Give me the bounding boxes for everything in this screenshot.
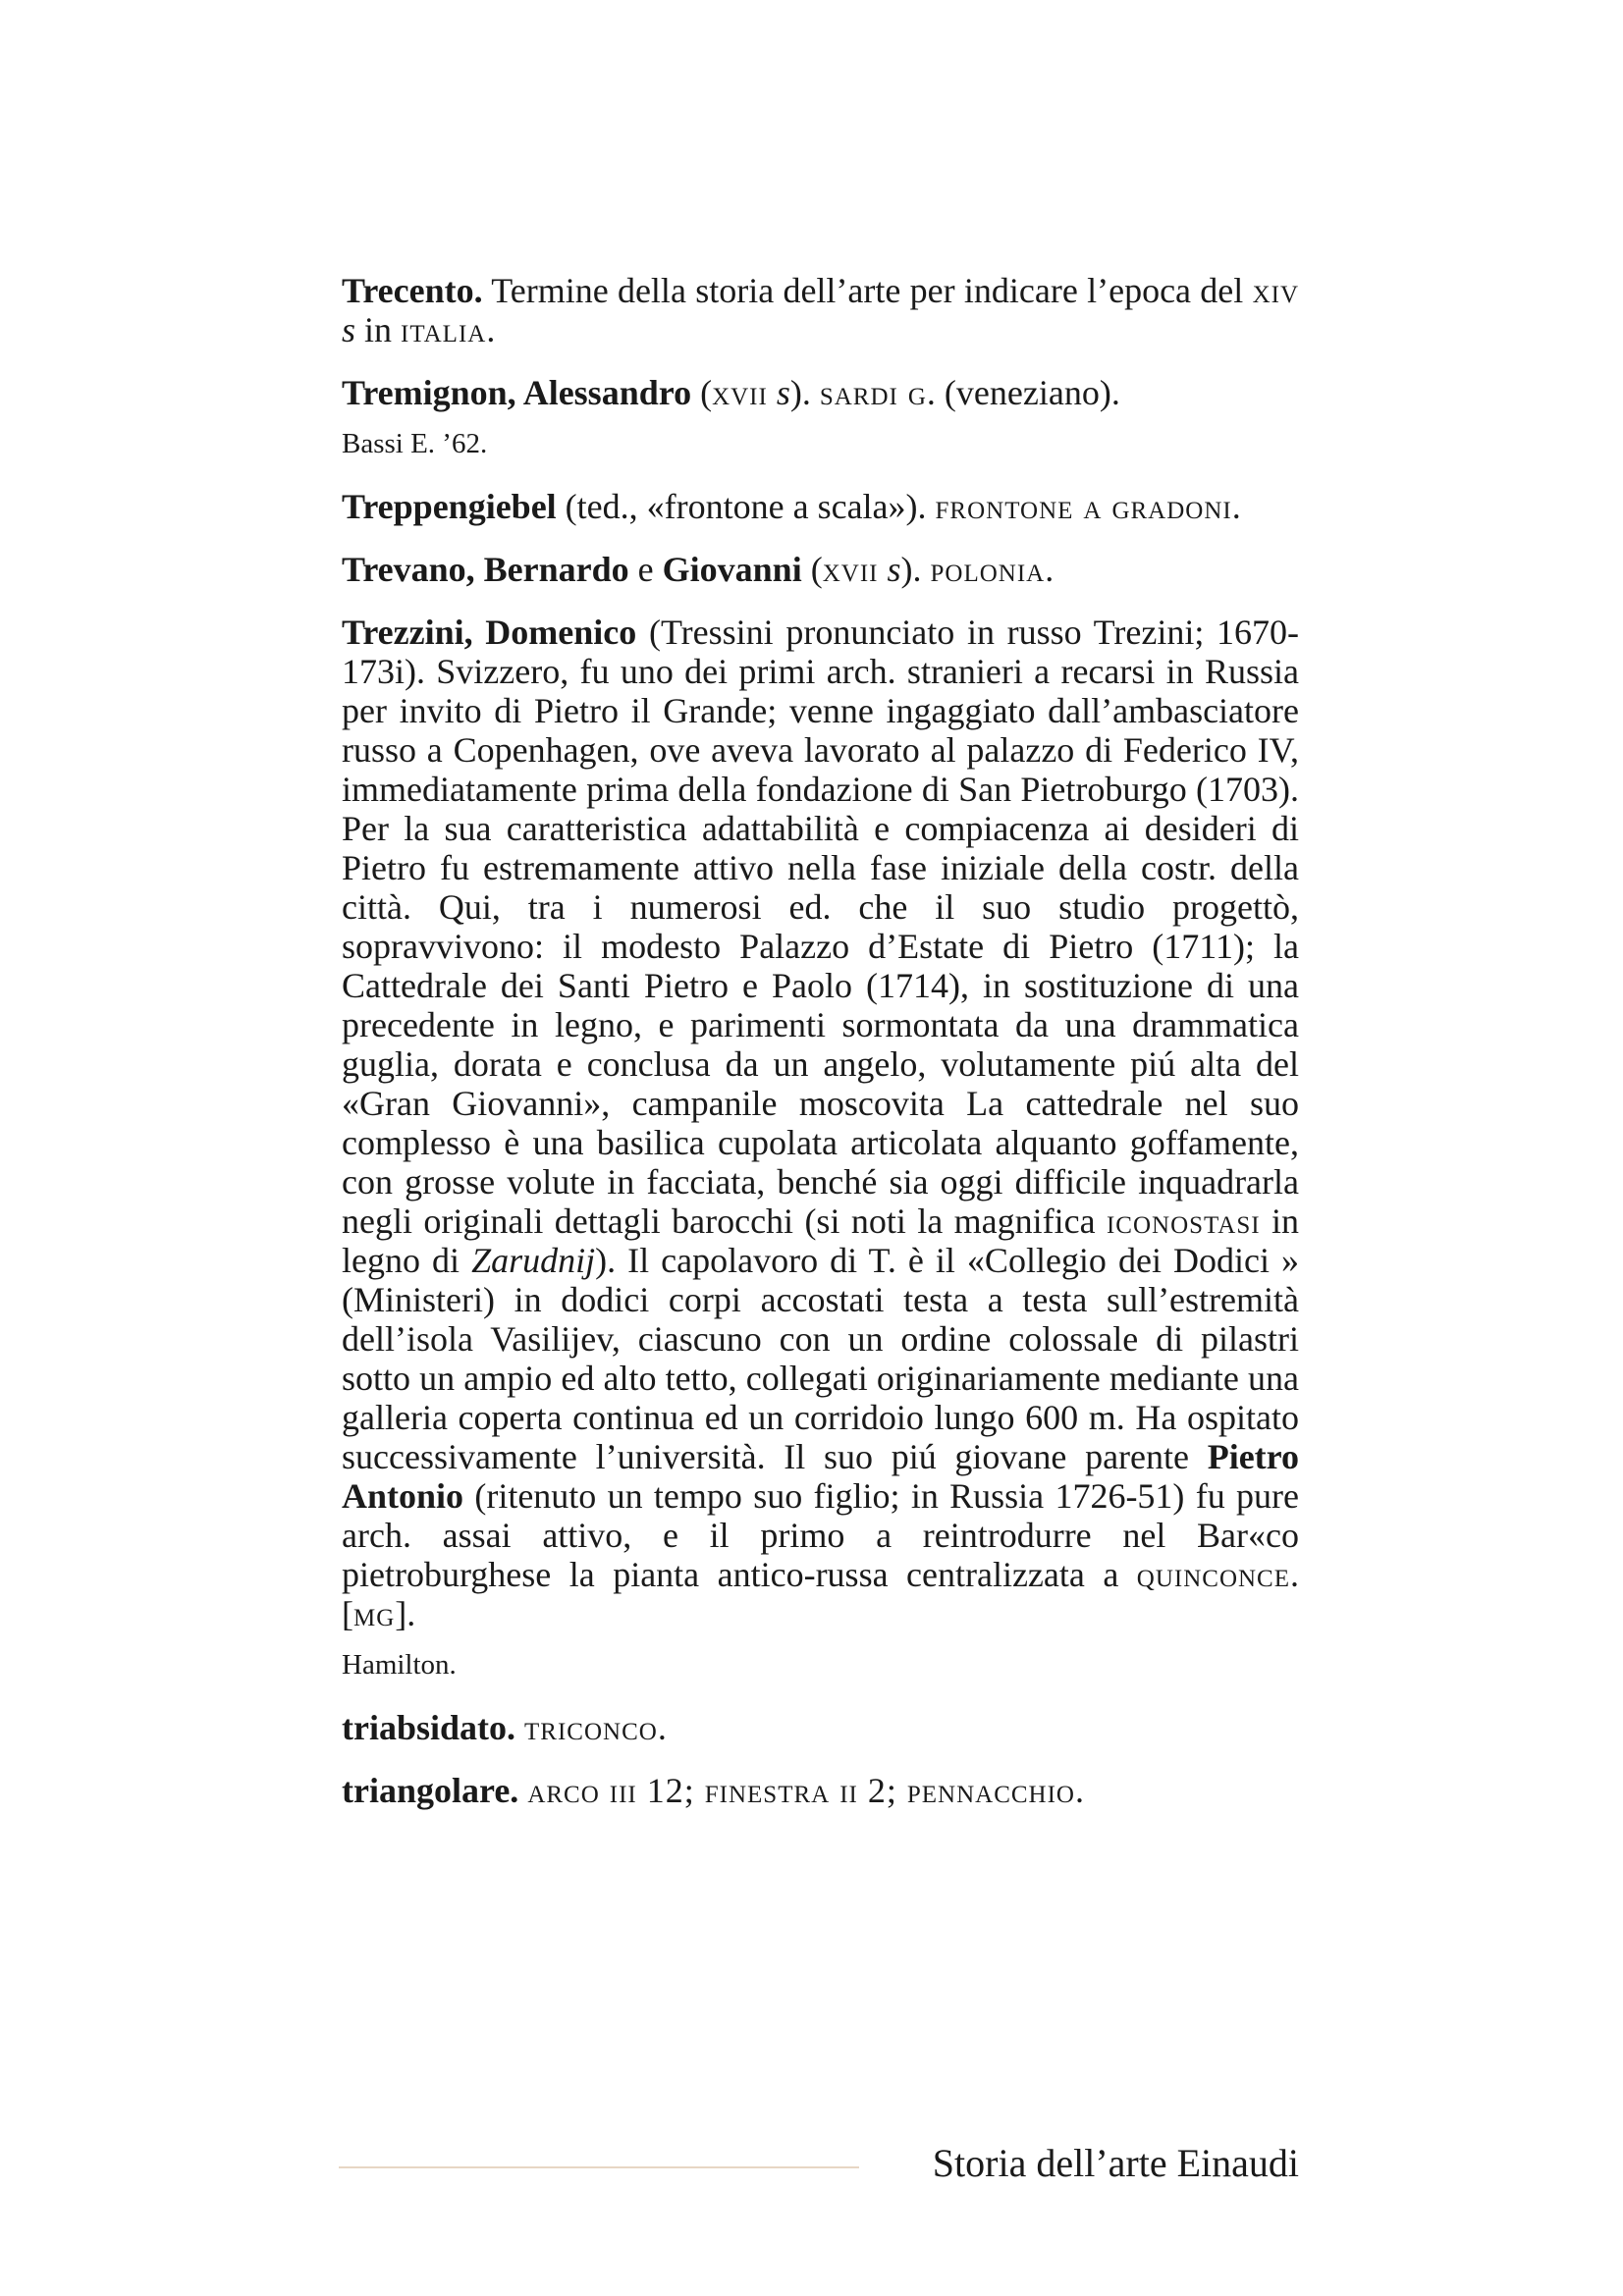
entry-triangolare: triangolare. arco iii 12; finestra ii 2; pennacchio. [342,1771,1084,1810]
cross-reference: quinconce [1136,1555,1290,1594]
cross-reference: arco iii 12; finestra ii 2; pennacchio [527,1771,1075,1810]
footer-rule [339,2166,859,2168]
cross-reference: sardi g [819,373,927,412]
entry-subheadword: Pietro Antonio [342,1437,1299,1516]
author-initials: mg [353,1594,396,1633]
entry-headword: triabsidato. [342,1708,516,1747]
cross-reference: triconco [524,1708,658,1747]
bibliography-ref: Bassi E. ’62. [342,428,488,459]
entry-trezzini: Trezzini, Domenico (Tressini pronunciato in russo Trezini; 1670-173i). Svizzero, fu uno dei primi arch. stranieri a recarsi in Russia per invito di Pietro il Grande; venne ingaggiato dall’ambasciatore russo a Copenhagen, ove aveva lavorato al palazzo di Federico IV, immediatamente prima della fondazione di San Pietroburgo (1703). Per la sua caratteristica adattabilità e compiacenza ai desideri di Pietro fu estremamente attivo nella fase iniziale della costr. della città. Qui, tra i numerosi ed. che il suo studio progettò, sopravvivono: il modesto Palazzo d’Estate di Pietro (1711); la Cattedrale dei Santi Pietro e Paolo (1714), in sostituzione di una precedente in legno, e parimenti sormontata da una drammatica guglia, dorata e conclusa da un angelo, volutamente piú alta del «Gran Giovanni», campanile moscovita La cattedrale nel suo complesso è una basilica cupolata articolata alquanto goffamente, con grosse volute in facciata, benché sia oggi difficile inquadrarla negli originali dettagli barocchi (si noti la magnifica iconostasi in legno di Zarudnij). Il capolavoro di T. è il «Collegio dei Dodici » (Ministeri) in dodici corpi accostati testa a testa sull’estremità dell’isola Vasilijev, ciascuno con un ordine colossale di pilastri sotto un ampio ed alto tetto, collegati originariamente mediante una galleria coperta continua ed un corridoio lungo 600 m. Ha ospitato successivamente l’università. Il suo piú giovane parente Pietro Antonio (ritenuto un tempo suo figlio; in Russia 1726-51) fu pure arch. assai attivo, e il primo a reintrodurre nel Bar«co pietroburghese la pianta antico-russa centralizzata a quinconce. [mg]. [342,613,1300,1633]
entry-trevano: Trevano, Bernardo e Giovanni (xvii s). polonia. [342,550,1055,589]
dictionary-page [342,271,1299,1834]
entry-headword: Trezzini, Domenico [342,613,637,652]
bibliography-ref: Hamilton. [342,1649,457,1681]
entry-headword: Tremignon, Alessandro [342,373,692,412]
cross-reference: italia [401,310,487,349]
cross-reference: xiv [1252,271,1299,310]
entry-treppengiebel: Treppengiebel (ted., «frontone a scala»). frontone a gradoni. [342,487,1241,526]
entry-headword: Trevano, Bernardo [342,550,629,589]
entry-triabsidato: triabsidato. triconco. [342,1708,667,1747]
entry-headword: Treppengiebel [342,487,557,526]
entry-tremignon: Tremignon, Alessandro (xvii s). sardi g. (veneziano). [342,373,1120,412]
entry-headword: Giovanni [662,550,802,589]
footer-title: Storia dell’arte Einaudi [932,2141,1299,2185]
cross-reference: frontone a gradoni [935,487,1232,526]
page-footer [339,2138,1299,2193]
cross-reference: polonia [930,550,1046,589]
cross-reference: iconostasi [1106,1201,1261,1241]
entry-headword: Trecento. [342,271,483,310]
entry-trecento: Trecento. Termine della storia dell’arte per indicare l’epoca del xiv s in italia. [342,271,1299,349]
entry-headword: triangolare. [342,1771,519,1810]
